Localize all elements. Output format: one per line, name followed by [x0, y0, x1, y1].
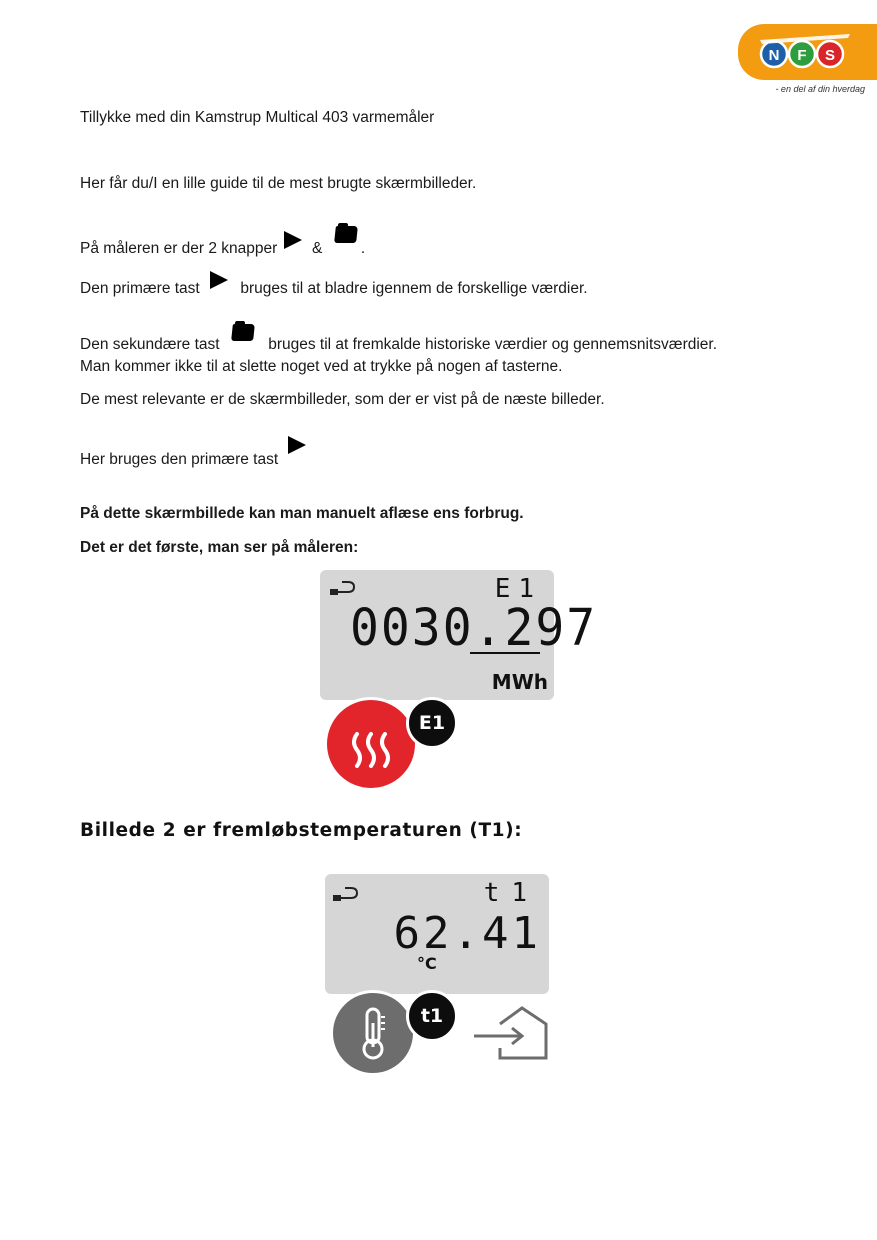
- folder-icon: [231, 324, 255, 341]
- primary-prefix: Den primære tast: [80, 280, 200, 297]
- display-code: t1: [483, 878, 539, 908]
- display-unit: °C: [417, 954, 437, 973]
- buttons-and: &: [311, 240, 323, 257]
- thermometer-icon: [330, 990, 416, 1076]
- play-triangle-icon: [210, 271, 228, 289]
- display-code: E1: [494, 574, 542, 604]
- primary-used-line: [80, 436, 306, 470]
- primary-suffix: bruges til at bladre igennem de forskellige værdier.: [240, 280, 588, 297]
- buttons-prefix: På måleren er der 2 knapper: [80, 240, 278, 257]
- meter-display-temperature: [325, 874, 549, 994]
- buttons-line: [80, 226, 365, 259]
- play-triangle-icon: [288, 436, 306, 454]
- arrow-into-house-icon: [470, 1002, 554, 1064]
- buttons-end: .: [360, 240, 366, 257]
- t1-badge: t1: [406, 990, 458, 1042]
- primary-used-text: Her bruges den primære tast: [80, 451, 279, 468]
- section1-line2: Det er det første, man ser på måleren:: [80, 539, 359, 556]
- logo-letter-n: N: [768, 47, 780, 64]
- logo-letter-f: F: [797, 47, 807, 64]
- guide-text: Her får du/I en lille guide til de mest brugte skærmbilleder.: [80, 175, 477, 192]
- logo-circles: [754, 30, 854, 76]
- intro-title: Tillykke med din Kamstrup Multical 403 varmemåler: [80, 109, 435, 126]
- logo-letter-s: S: [824, 47, 836, 64]
- secondary-suffix: bruges til at fremkalde historiske værdier og gennemsnitsværdier.: [268, 336, 718, 353]
- meter-display-energy: [320, 570, 598, 700]
- nfs-logo: [738, 24, 877, 84]
- display-value: 0030.297: [350, 598, 598, 658]
- section2-heading: Billede 2 er fremløbstemperaturen (T1):: [80, 820, 523, 841]
- decimal-underline: [470, 652, 540, 654]
- relevant-text: De mest relevante er de skærmbilleder, som der er vist på de næste billeder.: [80, 391, 605, 408]
- secondary-line: [80, 324, 717, 355]
- heat-waves-icon: [324, 697, 418, 791]
- play-triangle-icon: [284, 231, 302, 249]
- secondary-prefix: Den sekundære tast: [80, 336, 220, 353]
- section1-line1: På dette skærmbillede kan man manuelt aflæse ens forbrug.: [80, 505, 524, 522]
- folder-icon: [334, 226, 358, 243]
- loop-arrow-icon: [331, 884, 361, 908]
- display-unit: MWh: [491, 670, 548, 694]
- logo-tagline: - en del af din hverdag: [775, 84, 865, 94]
- no-delete-text: Man kommer ikke til at slette noget ved at trykke på nogen af tasterne.: [80, 358, 563, 375]
- primary-line: [80, 271, 588, 299]
- e1-badge: E1: [406, 697, 458, 749]
- display-value: 62.41: [393, 908, 541, 959]
